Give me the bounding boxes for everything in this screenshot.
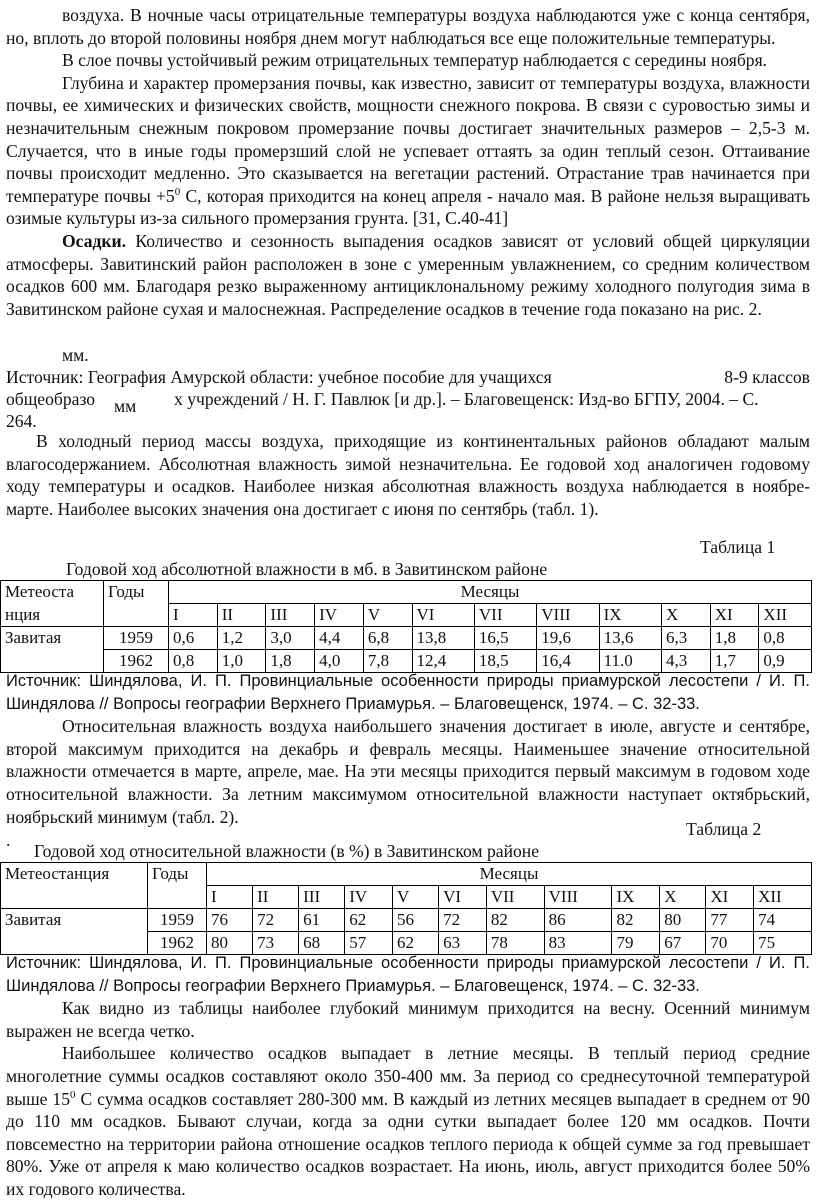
- paragraph-text: С сумма осадков составляет 280-300 мм. В каждый из летних месяцев выпадает в среднем от 90 до 110 мм осадков. Бывают случаи, когда за одни сутки выпадает более 120 мм осадков. Почти повсеместно на территории района отношение осадков теплого периода к общей сумме за год превышает 80%. Уже от апреля к маю количество осадков возрастает. На июнь, июль, август приходится более 50% их годового количества.: [6, 1088, 811, 1199]
- value-cell: 76: [207, 909, 253, 932]
- source-text: Источник: География Амурской области: учебное пособие для учащихся: [6, 367, 552, 387]
- source-text: общеобразо: [6, 389, 96, 409]
- table1-label: Таблица 1: [700, 537, 776, 557]
- header-years: Годы: [148, 863, 207, 886]
- value-cell: 77: [706, 909, 754, 932]
- body-block-4: [6, 952, 810, 1201]
- value-cell: 1,8: [266, 650, 315, 673]
- month-cell: X: [662, 604, 711, 627]
- month-cell: II: [217, 604, 266, 627]
- degree-superscript: 0: [70, 1088, 76, 1101]
- value-cell: 74: [754, 909, 812, 932]
- table1-caption: Годовой ход абсолютной влажности в мб. в Завитинском районе: [66, 559, 548, 579]
- value-cell: 73: [253, 932, 299, 955]
- month-cell: IV: [345, 886, 393, 909]
- source-text: 8-9 классов: [724, 367, 810, 387]
- value-cell: 6,8: [363, 627, 412, 650]
- header-months: Месяцы: [207, 863, 812, 886]
- table-months-row: [1, 604, 812, 627]
- month-cell: VII: [474, 604, 536, 627]
- year-cell: 1959: [104, 627, 169, 650]
- degree-superscript: 0: [174, 185, 181, 198]
- value-cell: 1,8: [710, 627, 759, 650]
- value-cell: 67: [660, 932, 706, 955]
- value-cell: 0,9: [759, 650, 812, 673]
- month-cell: III: [299, 886, 345, 909]
- body-block-2: [6, 430, 810, 520]
- value-cell: 72: [439, 909, 487, 932]
- value-cell: 0,6: [169, 627, 218, 650]
- value-cell: 80: [207, 932, 253, 955]
- value-cell: 12,4: [412, 650, 474, 673]
- value-cell: 62: [345, 909, 393, 932]
- month-cell: VI: [412, 604, 474, 627]
- month-cell: X: [660, 886, 706, 909]
- value-cell: 70: [706, 932, 754, 955]
- value-cell: 63: [439, 932, 487, 955]
- paragraph-rel-humidity: Относительная влажность воздуха наибольшего значения достигает в июле, августе и сентябре, второй максимум приходится на декабрь и февраль месяцы. Наименьшее значение относительной влажности отмечается в марте, апреле, мае. На эти месяцы приходится первый максимум в годовом ходе относительной влажности. За летним максимумом относительной влажности наступает октябрьский, ноябрьский минимум (табл. 2).: [6, 716, 810, 827]
- header-station-cont: [1, 886, 148, 909]
- year-cell: 1959: [148, 909, 207, 932]
- header-station-cont: нция: [1, 604, 104, 627]
- value-cell: 11.0: [599, 650, 661, 673]
- value-cell: 57: [345, 932, 393, 955]
- value-cell: 18,5: [474, 650, 536, 673]
- month-cell: VIII: [537, 604, 599, 627]
- value-cell: 13,8: [412, 627, 474, 650]
- value-cell: 7,8: [363, 650, 412, 673]
- value-cell: 6,3: [662, 627, 711, 650]
- month-cell: II: [253, 886, 299, 909]
- month-cell: IX: [612, 886, 660, 909]
- paragraph-precipitation: [6, 230, 810, 320]
- station-cell: Завитая: [1, 627, 104, 650]
- source-line: [6, 366, 810, 388]
- value-cell: 82: [486, 909, 544, 932]
- table-row: [1, 627, 812, 650]
- paragraph-continuation: воздуха.: [62, 5, 125, 25]
- header-months: Месяцы: [169, 581, 812, 604]
- value-cell: 83: [544, 932, 612, 955]
- value-cell: 4,3: [662, 650, 711, 673]
- value-cell: 16,4: [537, 650, 599, 673]
- month-cell: XI: [706, 886, 754, 909]
- paragraph-text: Количество и сезонность выпадения осадков зависят от условий общей циркуляции атмосферы. Завитинский район расположен в зоне с умеренным увлажнением, со средним количеством осадков 600 мм. Благодаря резко выраженному антициклональному режиму холодного полугодия зима в Завитинском районе сухая и малоснежная. Распределение осадков в течение года показано на рис. 2.: [6, 230, 810, 319]
- source-line: [6, 388, 810, 416]
- header-years: Годы: [104, 581, 169, 604]
- paragraph-summer-precip: [6, 1042, 810, 1200]
- month-cell: I: [169, 604, 218, 627]
- value-cell: 79: [612, 932, 660, 955]
- value-cell: 68: [299, 932, 345, 955]
- year-cell: 1962: [104, 650, 169, 673]
- source-text: 264.: [6, 411, 37, 431]
- value-cell: 19,6: [537, 627, 599, 650]
- month-cell: IX: [599, 604, 661, 627]
- section-heading: Осадки.: [62, 230, 127, 251]
- station-cell: Завитая: [1, 909, 148, 932]
- month-cell: I: [207, 886, 253, 909]
- header-station: Метеостанция: [1, 863, 148, 886]
- table2-caption: Годовой ход относительной влажности (в %) в Завитинском районе: [34, 841, 540, 861]
- month-cell: XI: [710, 604, 759, 627]
- paragraph-text: Глубина и характер промерзания почвы, как известно, зависит от температуры воздуха, влажности почвы, ее химических и физических свойств, мощности снежного покрова. В связи с суровостью зимы и незначительным снежным покровом промерзание почвы достигает значительных размеров – 2,5-3 м. Случается, что в иные годы промерзший слой не успевает оттаять за один теплый сезон. Оттаивание почвы происходит медленно. Это сказывается на вегетации растений. Отрастание трав начинается при температуре почвы +5: [6, 72, 810, 206]
- month-cell: III: [266, 604, 315, 627]
- month-cell: XII: [759, 604, 812, 627]
- value-cell: 62: [393, 932, 439, 955]
- paragraph-air-temps: [6, 4, 810, 49]
- value-cell: 82: [612, 909, 660, 932]
- paragraph-text: Наибольшее количество осадков выпадает в летние месяцы. В теплый период средние многолетние суммы осадков составляют около 350-400 мм. За период со среднесуточной температурой выше 15: [6, 1043, 810, 1109]
- paragraph-spring-minimum: Как видно из таблицы наиболее глубокий минимум приходится на весну. Осенний минимум выражен не всегда четко.: [6, 998, 810, 1041]
- body-block-3: [6, 670, 810, 828]
- month-cell: VII: [486, 886, 544, 909]
- header-years-cont: [104, 604, 169, 627]
- value-cell: 0,8: [759, 627, 812, 650]
- table1: [0, 580, 812, 673]
- month-cell: V: [393, 886, 439, 909]
- value-cell: 4,4: [315, 627, 364, 650]
- value-cell: 13,6: [599, 627, 661, 650]
- paragraph-text: В ночные часы отрицательные температуры воздуха наблюдаются уже с конца сентября, но, вплоть до второй половины ноября днем могут наблюдаться все еще положительные температуры.: [6, 5, 811, 48]
- value-cell: 1,2: [217, 627, 266, 650]
- table2: [0, 862, 812, 955]
- value-cell: 78: [486, 932, 544, 955]
- value-cell: 1,7: [710, 650, 759, 673]
- paragraph-text: С, которая приходится на конец апреля - начало мая. В районе нельзя выращивать озимые культуры из-за сильного промерзания грунта. [31, С.40-41]: [6, 185, 810, 229]
- figure-unit-label-2: мм: [110, 395, 140, 418]
- value-cell: 1,0: [217, 650, 266, 673]
- figure-source: [6, 366, 810, 433]
- month-cell: IV: [315, 604, 364, 627]
- value-cell: 16,5: [474, 627, 536, 650]
- value-cell: 56: [393, 909, 439, 932]
- stray-dot: .: [6, 830, 11, 850]
- table-header-row: [1, 863, 812, 886]
- header-station: Метеоста: [1, 581, 104, 604]
- year-cell: 1962: [148, 932, 207, 955]
- header-years-cont: [148, 886, 207, 909]
- month-cell: V: [363, 604, 412, 627]
- paragraph-soil-layer: В слое почвы устойчивый режим отрицательных температур наблюдается с середины ноября.: [62, 50, 768, 71]
- table1-source: Источник: Шиндялова, И. П. Провинциальные особенности природы приамурской лесостепи / И. П. Шиндялова // Вопросы географии Верхнего Приамурья. – Благовещенск, 1974. – С. 32-33.: [6, 672, 810, 713]
- value-cell: 80: [660, 909, 706, 932]
- value-cell: 0,8: [169, 650, 218, 673]
- table-header-row: [1, 581, 812, 604]
- value-cell: 86: [544, 909, 612, 932]
- value-cell: 72: [253, 909, 299, 932]
- value-cell: 61: [299, 909, 345, 932]
- month-cell: VIII: [544, 886, 612, 909]
- table-row: [1, 909, 812, 932]
- value-cell: 75: [754, 932, 812, 955]
- table2-source: Источник: Шиндялова, И. П. Провинциальные особенности природы приамурской лесостепи / И. П. Шиндялова // Вопросы географии Верхнего Приамурья. – Благовещенск, 1974. – С. 32-33.: [6, 954, 810, 995]
- value-cell: 3,0: [266, 627, 315, 650]
- value-cell: 4,0: [315, 650, 364, 673]
- source-text: х учреждений / Н. Г. Павлюк [и др.]. – Благовещенск: Изд-во БГПУ, 2004. – С.: [174, 389, 759, 409]
- month-cell: XII: [754, 886, 812, 909]
- table-months-row: [1, 886, 812, 909]
- paragraph-abs-humidity: В холодный период массы воздуха, приходящие из континентальных районов обладают малым влагосодержанием. Абсолютная влажность зимой незначительна. Ее годовой ход аналогичен годовому ходу температуры и осадков. Наиболее низкая абсолютная влажность воздуха наблюдается в ноябре-марте. Наиболее высоких значения она достигает с июня по сентябрь (табл. 1).: [6, 431, 810, 519]
- intro-block: [6, 4, 810, 320]
- figure-unit-label-1: мм.: [62, 345, 89, 365]
- month-cell: VI: [439, 886, 487, 909]
- paragraph-freezing: [6, 72, 810, 230]
- table2-label: Таблица 2: [686, 819, 762, 839]
